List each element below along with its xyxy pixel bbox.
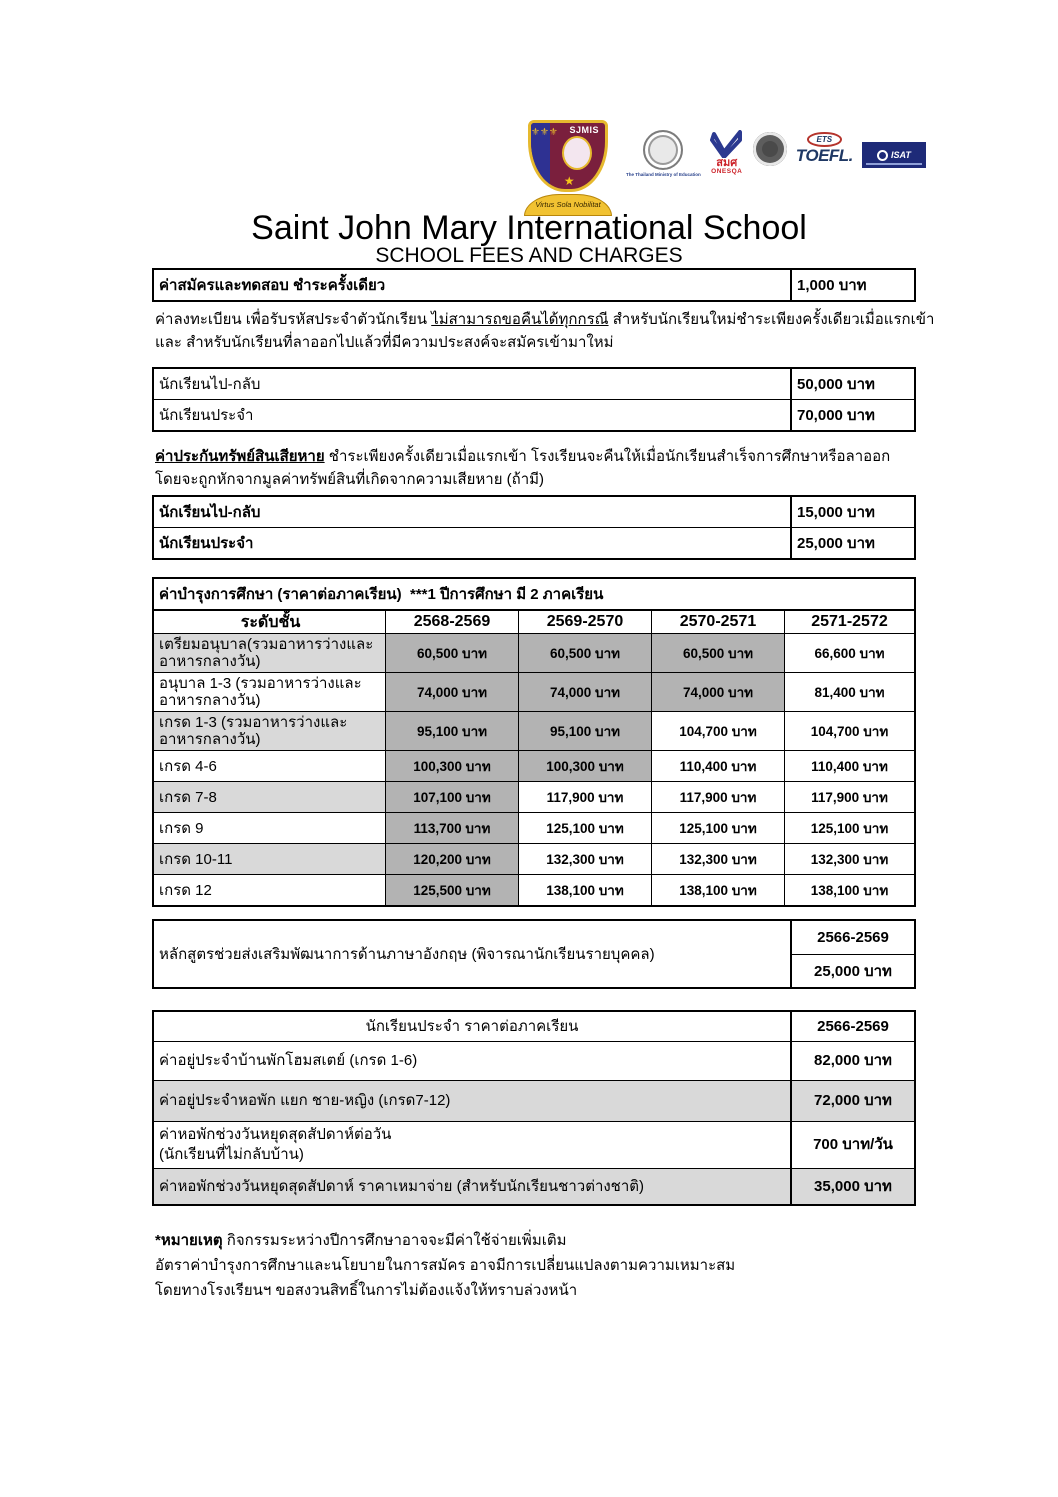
boarding-header-year: 2566-2569	[790, 1012, 914, 1041]
tuition-cell: 117,900 บาท	[651, 781, 784, 812]
boarding-row-label: ค่าหอพักช่วงวันหยุดสุดสัปดาห์ ราคาเหมาจ่าย (สำหรับนักเรียนชาวต่างชาติ)	[159, 1177, 645, 1195]
toefl-wordmark: TOEFL.	[795, 146, 853, 165]
tuition-row-label: อนุบาล 1-3 (รวมอาหารว่างและอาหารกลางวัน)	[154, 672, 385, 711]
english-program-year: 2566-2569	[790, 921, 914, 954]
tuition-cell: 117,900 บาท	[784, 781, 914, 812]
tuition-cell: 125,100 บาท	[651, 812, 784, 843]
tuition-header-year-1: 2568-2569	[385, 609, 518, 633]
notes-line3: โดยทางโรงเรียนฯ ขอสงวนสิทธิ์ในการไม่ต้องแจ้งให้ทราบล่วงหน้า	[155, 1282, 578, 1299]
registration-note-text-2: สำหรับนักเรียนใหม่ชำระเพียงครั้งเดียวเมื่อแรกเข้า	[608, 311, 935, 328]
registration-fee-label-day: นักเรียนไป-กลับ	[159, 376, 261, 393]
onesqa-en-label: ONESQA	[711, 168, 743, 175]
tuition-row-label: เกรด 7-8	[154, 781, 385, 812]
table-row	[154, 369, 914, 399]
crest-acronym: SJMIS	[569, 125, 599, 135]
tuition-cell: 132,300 บาท	[651, 843, 784, 874]
tuition-cell: 95,100 บาท	[385, 711, 518, 750]
tuition-cell: 81,400 บาท	[784, 672, 914, 711]
deposit-note-lead: ค่าประกันทรัพย์สินเสียหาย	[155, 448, 325, 465]
tuition-row-label: เตรียมอนุบาล(รวมอาหารว่างและอาหารกลางวัน)	[154, 633, 385, 672]
notes-lead: *หมายเหตุ	[155, 1232, 223, 1249]
tuition-cell: 125,500 บาท	[385, 874, 518, 905]
deposit-fee-value-day: 15,000 บาท	[790, 497, 914, 527]
deposit-fee-label-day: นักเรียนไป-กลับ	[159, 504, 261, 521]
table-row	[154, 527, 914, 558]
tuition-row-label: เกรด 10-11	[154, 843, 385, 874]
tuition-cell: 74,000 บาท	[651, 672, 784, 711]
isat-caption-line	[866, 163, 922, 165]
table-row	[154, 1041, 914, 1080]
tuition-cell: 107,100 บาท	[385, 781, 518, 812]
isat-wordmark: ISAT	[890, 150, 911, 160]
registration-fee-value-boarder: 70,000 บาท	[790, 400, 914, 430]
boarding-row-value: 35,000 บาท	[790, 1169, 914, 1204]
tuition-header-year-3: 2570-2571	[651, 609, 784, 633]
tuition-header-level: ระดับชั้น	[154, 609, 385, 633]
boarding-row-label-line2: (นักเรียนที่ไม่กลับบ้าน)	[159, 1146, 304, 1163]
page-subtitle: SCHOOL FEES AND CHARGES	[375, 244, 683, 267]
application-fee-value: 1,000 บาท	[790, 270, 914, 300]
table-row	[154, 270, 914, 300]
accreditation-seal-logo	[753, 130, 787, 166]
table-row	[154, 399, 914, 430]
table-row	[154, 1168, 914, 1204]
footer-notes	[155, 1228, 945, 1303]
accreditation-logos	[626, 130, 926, 178]
accreditation-seal-icon	[753, 132, 787, 166]
tuition-cell: 132,300 บาท	[784, 843, 914, 874]
tuition-cell: 132,300 บาท	[518, 843, 651, 874]
tuition-cell: 74,000 บาท	[385, 672, 518, 711]
ets-toefl-logo	[796, 132, 853, 165]
registration-note-text: ค่าลงทะเบียน เพื่อรับรหัสประจำตัวนักเรียน	[155, 311, 432, 328]
tuition-cell: 125,100 บาท	[518, 812, 651, 843]
deposit-fee-value-boarder: 25,000 บาท	[790, 528, 914, 558]
deposit-note-text: ชำระเพียงครั้งเดียวเมื่อแรกเข้า โรงเรียนจะคืนให้เมื่อนักเรียนสำเร็จการศึกษาหรือลาออก	[324, 448, 891, 465]
crest-portrait-oval	[562, 136, 592, 170]
table-row	[154, 1080, 914, 1121]
ministry-caption: The Thailand Ministry of Education	[626, 172, 701, 177]
tuition-cell: 95,100 บาท	[518, 711, 651, 750]
tuition-cell: 138,100 บาท	[518, 874, 651, 905]
tuition-cell: 60,500 บาท	[518, 633, 651, 672]
tuition-header-year-4: 2571-2572	[784, 609, 914, 633]
tuition-row-label: เกรด 1-3 (รวมอาหารว่างและอาหารกลางวัน)	[154, 711, 385, 750]
boarding-row-label: ค่าอยู่ประจำหอพัก แยก ชาย-หญิง (เกรด7-12)	[159, 1092, 451, 1109]
boarding-row-value: 72,000 บาท	[790, 1081, 914, 1121]
tuition-cell: 117,900 บาท	[518, 781, 651, 812]
boarding-row-value: 82,000 บาท	[790, 1042, 914, 1080]
tuition-cell: 60,500 บาท	[385, 633, 518, 672]
deposit-note-line2: โดยจะถูกหักจากมูลค่าทรัพย์สินที่เกิดจากความเสียหาย (ถ้ามี)	[155, 470, 545, 488]
application-fee-table	[152, 268, 916, 302]
tuition-cell: 104,700 บาท	[651, 711, 784, 750]
tuition-grid	[154, 609, 914, 905]
boarding-header-row	[154, 1012, 914, 1041]
english-program-label: หลักสูตรช่วยส่งเสริมพัฒนาการด้านภาษาอังกฤษ (พิจารณานักเรียนรายบุคคล)	[159, 946, 655, 963]
fleur-de-lis-icon: ⚜⚜⚜	[531, 123, 550, 189]
boarding-header-label: นักเรียนประจำ ราคาต่อภาคเรียน	[365, 1017, 579, 1035]
isat-ring-icon	[877, 150, 888, 161]
tuition-cell: 113,700 บาท	[385, 812, 518, 843]
deposit-fee-table	[152, 495, 916, 560]
crest-shield	[528, 120, 608, 192]
tuition-cell: 74,000 บาท	[518, 672, 651, 711]
tuition-row-label: เกรด 4-6	[154, 750, 385, 781]
onesqa-thai-label: สมศ	[716, 157, 738, 169]
table-row	[154, 1121, 914, 1168]
isat-badge	[862, 142, 926, 168]
onesqa-logo	[710, 130, 744, 175]
boarding-row-label-line1: ค่าหอพักช่วงวันหยุดสุดสัปดาห์ต่อวัน	[159, 1126, 392, 1143]
ministry-seal-icon	[643, 130, 683, 170]
notes-line2: อัตราค่าบำรุงการศึกษาและนโยบายในการสมัคร อาจมีการเปลี่ยนแปลงตามความเหมาะสม	[155, 1257, 736, 1274]
tuition-cell: 125,100 บาท	[784, 812, 914, 843]
english-program-table	[152, 919, 916, 989]
boarding-fee-table	[152, 1010, 916, 1206]
crest-motto-ribbon: Virtus Sola Nobilitat	[524, 194, 612, 216]
registration-note	[155, 309, 945, 354]
english-program-value: 25,000 บาท	[790, 954, 914, 987]
school-crest	[521, 120, 615, 216]
registration-note-underline: ไม่สามารถขอคืนได้ทุกกรณี	[431, 311, 609, 328]
ets-oval-icon: ETS	[807, 132, 843, 147]
star-icon: ★	[563, 174, 575, 188]
tuition-cell: 138,100 บาท	[784, 874, 914, 905]
deposit-fee-label-boarder: นักเรียนประจำ	[159, 535, 254, 552]
tuition-row-label: เกรด 9	[154, 812, 385, 843]
registration-fee-value-day: 50,000 บาท	[790, 369, 914, 399]
tuition-row-label: เกรด 12	[154, 874, 385, 905]
onesqa-check-icon	[710, 130, 744, 158]
boarding-row-label: ค่าอยู่ประจำบ้านพักโฮมสเตย์ (เกรด 1-6)	[159, 1052, 418, 1069]
boarding-row-label	[154, 1122, 790, 1168]
registration-note-line2: และ สำหรับนักเรียนที่ลาออกไปแล้วที่มีความประสงค์จะสมัครเข้ามาใหม่	[155, 333, 614, 351]
isat-logo	[862, 130, 926, 168]
page-title: Saint John Mary International School	[251, 209, 807, 247]
boarding-row-value: 700 บาท/วัน	[790, 1122, 914, 1168]
deposit-note	[155, 446, 945, 491]
ministry-of-education-logo	[626, 130, 701, 178]
tuition-header-year-2: 2569-2570	[518, 609, 651, 633]
tuition-cell: 104,700 บาท	[784, 711, 914, 750]
tuition-cell: 110,400 บาท	[784, 750, 914, 781]
tuition-cell: 66,600 บาท	[784, 633, 914, 672]
table-row	[154, 497, 914, 527]
tuition-cell: 100,300 บาท	[385, 750, 518, 781]
tuition-cell: 100,300 บาท	[518, 750, 651, 781]
tuition-table	[152, 577, 916, 907]
registration-fee-label-boarder: นักเรียนประจำ	[159, 407, 254, 424]
application-fee-label: ค่าสมัครและทดสอบ ชำระครั้งเดียว	[159, 277, 386, 294]
tuition-table-title: ค่าบำรุงการศึกษา (ราคาต่อภาคเรียน) ***1 ปีการศึกษา มี 2 ภาคเรียน	[159, 586, 604, 603]
tuition-cell: 138,100 บาท	[651, 874, 784, 905]
tuition-cell: 60,500 บาท	[651, 633, 784, 672]
registration-fee-table	[152, 367, 916, 432]
notes-line1: กิจกรรมระหว่างปีการศึกษาอาจจะมีค่าใช้จ่ายเพิ่มเติม	[222, 1232, 567, 1249]
tuition-cell: 110,400 บาท	[651, 750, 784, 781]
tuition-cell: 120,200 บาท	[385, 843, 518, 874]
